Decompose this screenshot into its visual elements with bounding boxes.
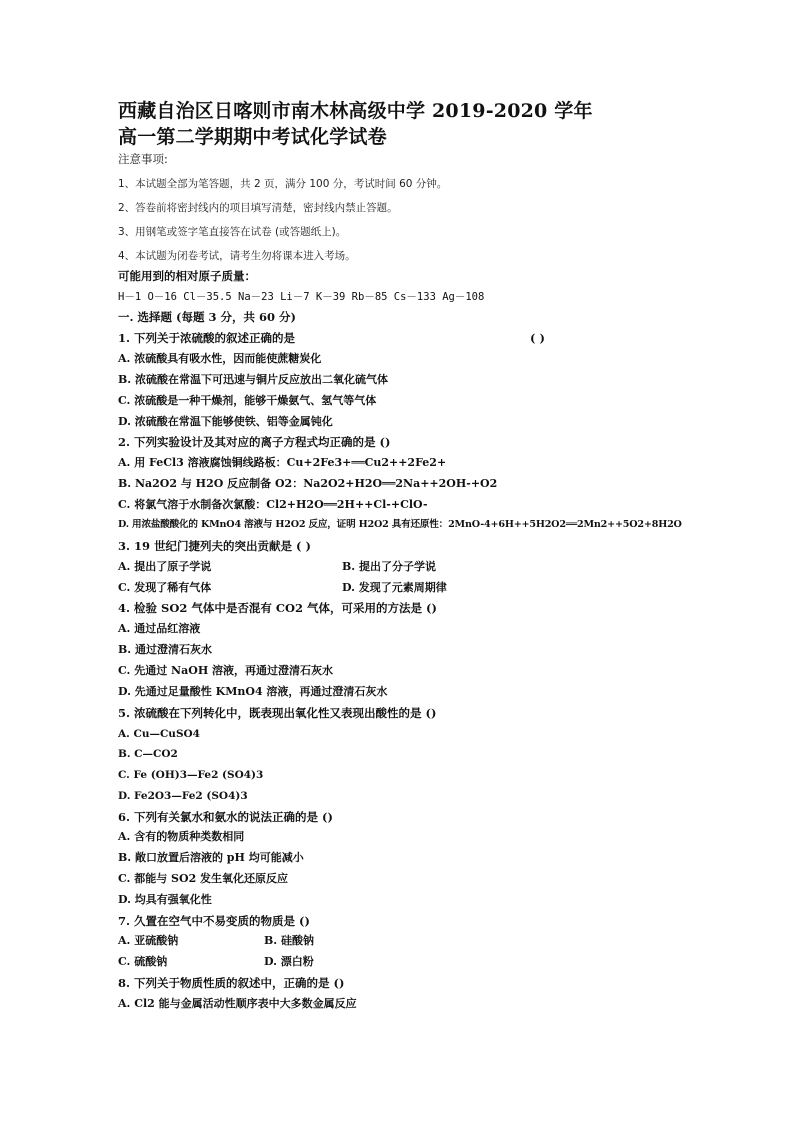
- section-heading: 一. 选择题 (每题 3 分，共 60 分): [118, 310, 296, 324]
- question-2-option-b: B. Na2O2 与 H2O 反应制备 O2：Na2O2+H2O══2Na++2OH-+O2: [118, 477, 498, 490]
- atomic-mass-values: H－1 O－16 Cl－35.5 Na－23 Li－7 K－39 Rb－85 Cs－133 Ag－108: [118, 291, 485, 303]
- question-3-option-a: A. 提出了原子学说: [118, 560, 212, 573]
- question-2-stem: 2. 下列实验设计及其对应的离子方程式均正确的是 (): [118, 435, 391, 449]
- question-3-stem: 3. 19 世纪门捷列夫的突出贡献是 ( ): [118, 539, 311, 553]
- question-2-option-a: A. 用 FeCl3 溶液腐蚀铜线路板：Cu+2Fe3+══Cu2++2Fe2+: [118, 456, 447, 469]
- question-1-option-d: D. 浓硫酸在常温下能够使铁、铝等金属钝化: [118, 415, 333, 428]
- exam-title-line1: 西藏自治区日喀则市南木林高级中学 2019-2020 学年: [118, 100, 593, 122]
- question-5-option-b: B. C—CO2: [118, 748, 178, 760]
- question-6-option-c: C. 都能与 SO2 发生氧化还原反应: [118, 872, 289, 885]
- question-6-option-a: A. 含有的物质种类数相同: [118, 830, 245, 843]
- question-7-option-a: A. 亚硫酸钠: [118, 934, 179, 947]
- question-5-option-a: A. Cu—CuSO4: [118, 728, 200, 740]
- question-6-stem: 6. 下列有关氯水和氨水的说法正确的是 (): [118, 810, 333, 824]
- question-2-option-d: D. 用浓盐酸酸化的 KMnO4 溶液与 H2O2 反应，证明 H2O2 具有还原性：2MnO-4+6H++5H2O2══2Mn2++5O2+8H2O: [118, 519, 682, 530]
- question-1-option-c: C. 浓硫酸是一种干燥剂，能够干燥氨气、氢气等气体: [118, 394, 377, 407]
- question-1-option-a: A. 浓硫酸具有吸水性，因而能使蔗糖炭化: [118, 352, 322, 365]
- question-2-option-c: C. 将氯气溶于水制备次氯酸：Cl2+H2O══2H++Cl-+ClO-: [118, 498, 428, 511]
- question-5-option-d: D. Fe2O3—Fe2 (SO4)3: [118, 790, 248, 802]
- question-8-stem: 8. 下列关于物质性质的叙述中，正确的是 (): [118, 976, 345, 990]
- question-7-stem: 7. 久置在空气中不易变质的物质是 (): [118, 914, 310, 928]
- question-4-option-c: C. 先通过 NaOH 溶液，再通过澄清石灰水: [118, 664, 334, 677]
- notice-item-3: 3、用钢笔或签字笔直接答在试卷 (或答题纸上)。: [118, 226, 347, 238]
- question-1-stem: 1. 下列关于浓硫酸的叙述正确的是: [118, 331, 296, 345]
- question-3-option-b: B. 提出了分子学说: [342, 560, 436, 573]
- question-6-option-d: D. 均具有强氧化性: [118, 893, 212, 906]
- notice-item-1: 1、本试题全部为笔答题，共 2 页，满分 100 分，考试时间 60 分钟。: [118, 178, 448, 190]
- atomic-mass-heading: 可能用到的相对原子质量：: [118, 269, 256, 283]
- question-1-answer-paren: ( ): [530, 331, 545, 345]
- question-1-option-b: B. 浓硫酸在常温下可迅速与铜片反应放出二氧化硫气体: [118, 373, 388, 386]
- question-5-stem: 5. 浓硫酸在下列转化中，既表现出氧化性又表现出酸性的是 (): [118, 706, 437, 720]
- exam-title-line2: 高一第二学期期中考试化学试卷: [118, 126, 387, 148]
- question-5-option-c: C. Fe (OH)3—Fe2 (SO4)3: [118, 769, 264, 781]
- question-4-stem: 4. 检验 SO2 气体中是否混有 CO2 气体，可采用的方法是 (): [118, 601, 437, 615]
- notice-item-2: 2、答卷前将密封线内的项目填写清楚，密封线内禁止答题。: [118, 202, 398, 214]
- question-4-option-d: D. 先通过足量酸性 KMnO4 溶液，再通过澄清石灰水: [118, 685, 388, 698]
- notice-heading: 注意事项:: [118, 152, 168, 166]
- question-4-option-a: A. 通过品红溶液: [118, 622, 201, 635]
- question-3-option-c: C. 发现了稀有气体: [118, 581, 212, 594]
- question-7-option-c: C. 硫酸钠: [118, 955, 168, 968]
- question-8-option-a: A. Cl2 能与金属活动性顺序表中大多数金属反应: [118, 997, 357, 1010]
- question-3-option-d: D. 发现了元素周期律: [342, 581, 447, 594]
- question-6-option-b: B. 敞口放置后溶液的 pH 均可能减小: [118, 851, 304, 864]
- question-7-option-d: D. 漂白粉: [264, 955, 314, 968]
- question-4-option-b: B. 通过澄清石灰水: [118, 643, 212, 656]
- question-7-option-b: B. 硅酸钠: [264, 934, 314, 947]
- notice-item-4: 4、本试题为闭卷考试，请考生勿将课本进入考场。: [118, 250, 356, 262]
